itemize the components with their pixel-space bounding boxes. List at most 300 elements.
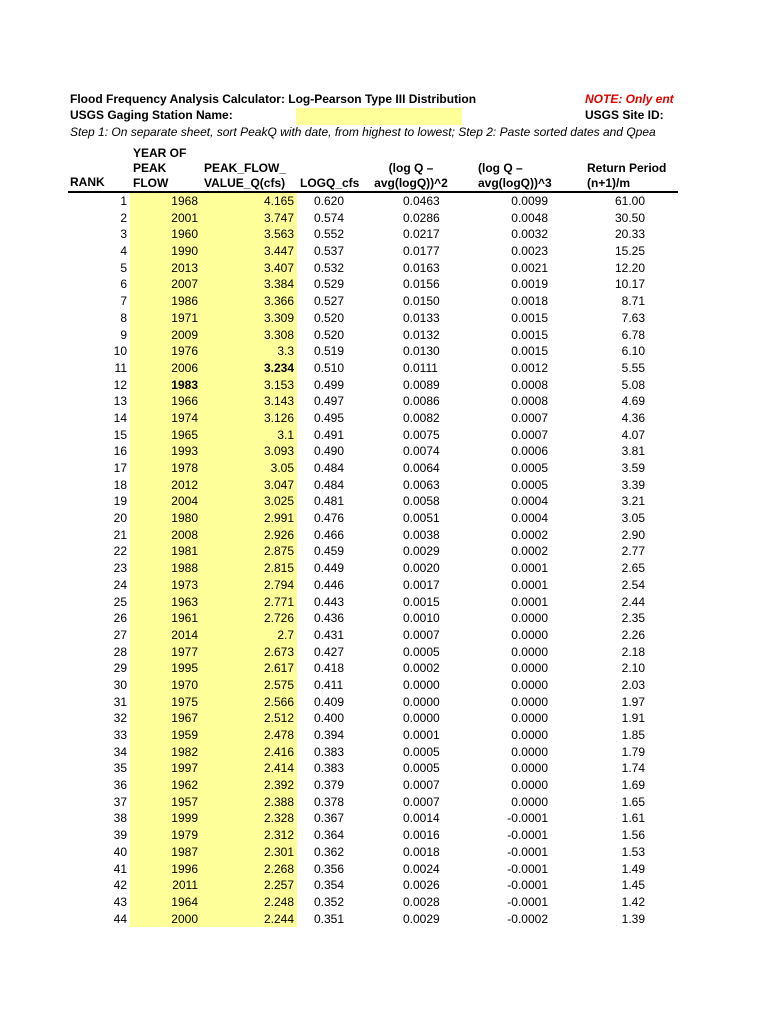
squared-dev-cell: 0.0177 xyxy=(403,244,440,259)
return-period-cell: 1.56 xyxy=(621,828,645,843)
return-period-cell: 2.18 xyxy=(621,644,645,659)
year-cell[interactable]: 1979 xyxy=(171,828,198,843)
page-title: Flood Frequency Analysis Calculator: Log-Pearson Type III Distribution xyxy=(70,92,477,106)
logq-cell: 0.481 xyxy=(314,494,345,509)
rank-cell: 44 xyxy=(113,911,127,926)
peak-flow-cell[interactable]: 2.617 xyxy=(263,661,294,676)
rank-cell: 23 xyxy=(113,561,127,576)
logq-cell: 0.354 xyxy=(314,878,345,893)
year-cell[interactable]: 1988 xyxy=(171,561,198,576)
logq-cell: 0.495 xyxy=(314,410,345,425)
logq-cell: 0.351 xyxy=(314,911,345,926)
rank-cell: 19 xyxy=(113,494,127,509)
peak-flow-cell[interactable]: 3.153 xyxy=(263,377,294,392)
station-name-label: USGS Gaging Station Name: xyxy=(70,108,233,122)
peak-flow-cell[interactable]: 4.165 xyxy=(263,194,294,208)
cubed-dev-cell: 0.0032 xyxy=(511,227,548,242)
logq-cell: 0.532 xyxy=(314,260,345,275)
return-period-cell: 1.61 xyxy=(621,811,645,826)
rank-cell: 26 xyxy=(113,611,127,626)
rank-cell: 18 xyxy=(113,477,127,492)
year-cell[interactable]: 1961 xyxy=(171,611,198,626)
data-table xyxy=(0,193,768,927)
col-header-logq-text: LOGQ_cfs xyxy=(300,176,360,190)
return-period-cell: 4.36 xyxy=(621,410,645,425)
rank-cell: 16 xyxy=(113,444,127,459)
cubed-dev-cell: 0.0001 xyxy=(511,561,548,576)
logq-cell: 0.552 xyxy=(314,227,345,242)
squared-dev-cell: 0.0029 xyxy=(403,911,440,926)
peak-flow-cell[interactable]: 2.575 xyxy=(263,677,294,692)
table-row xyxy=(0,210,768,227)
table-row xyxy=(0,276,768,293)
squared-dev-cell: 0.0017 xyxy=(403,577,440,592)
rank-cell: 13 xyxy=(113,394,127,409)
year-cell[interactable]: 1968 xyxy=(171,194,198,208)
cubed-dev-cell: 0.0007 xyxy=(511,427,548,442)
return-period-cell: 12.20 xyxy=(614,260,645,275)
logq-cell: 0.497 xyxy=(314,394,345,409)
table-row xyxy=(0,460,768,477)
cubed-dev-cell: 0.0000 xyxy=(511,677,548,692)
table-row xyxy=(0,894,768,911)
rank-cell: 22 xyxy=(113,544,127,559)
station-name-input-cell[interactable] xyxy=(296,108,462,125)
year-cell[interactable]: 1981 xyxy=(171,544,198,559)
peak-flow-cell[interactable]: 3.234 xyxy=(263,360,294,375)
cubed-dev-cell: 0.0001 xyxy=(511,577,548,592)
squared-dev-cell: 0.0029 xyxy=(403,544,440,559)
cubed-dev-cell: 0.0006 xyxy=(511,444,548,459)
logq-cell: 0.352 xyxy=(314,894,345,909)
peak-flow-cell[interactable]: 3.447 xyxy=(263,244,294,259)
year-cell[interactable]: 1982 xyxy=(171,744,198,759)
peak-flow-cell[interactable]: 3.308 xyxy=(263,327,294,342)
cubed-dev-cell: 0.0008 xyxy=(511,394,548,409)
cubed-dev-cell: -0.0001 xyxy=(507,811,548,826)
squared-dev-cell: 0.0000 xyxy=(403,677,440,692)
peak-flow-cell[interactable]: 2.875 xyxy=(263,544,294,559)
year-cell[interactable]: 2014 xyxy=(171,627,198,642)
peak-flow-cell[interactable]: 3.025 xyxy=(263,494,294,509)
table-row xyxy=(0,861,768,878)
col-header-sq-line1: (log Q – xyxy=(388,161,434,175)
col-header-rp-line2: (n+1)/m xyxy=(587,176,631,190)
cubed-dev-cell: 0.0000 xyxy=(511,611,548,626)
squared-dev-cell: 0.0064 xyxy=(403,461,440,475)
col-header-peak-flow xyxy=(204,161,286,191)
peak-flow-cell[interactable]: 2.244 xyxy=(263,911,294,926)
year-cell[interactable]: 1967 xyxy=(171,711,198,726)
col-header-year xyxy=(133,146,186,191)
squared-dev-cell: 0.0051 xyxy=(403,511,440,526)
return-period-cell: 1.74 xyxy=(621,761,645,776)
rank-cell: 40 xyxy=(113,844,127,859)
table-row xyxy=(0,710,768,727)
peak-flow-cell[interactable]: 2.7 xyxy=(277,627,294,642)
cubed-dev-cell: 0.0021 xyxy=(511,260,548,275)
year-cell[interactable]: 1983 xyxy=(171,377,198,392)
squared-dev-cell: 0.0156 xyxy=(403,277,440,292)
return-period-cell: 3.39 xyxy=(621,477,645,492)
table-row xyxy=(0,810,768,827)
peak-flow-cell[interactable]: 2.392 xyxy=(263,778,294,793)
cubed-dev-cell: -0.0001 xyxy=(507,828,548,843)
squared-dev-cell: 0.0007 xyxy=(403,778,440,793)
year-cell[interactable]: 1973 xyxy=(171,577,198,592)
peak-flow-cell[interactable]: 2.991 xyxy=(263,511,294,526)
year-cell[interactable]: 1957 xyxy=(171,794,198,809)
year-cell[interactable]: 1970 xyxy=(171,677,198,692)
table-row xyxy=(0,610,768,627)
peak-flow-cell[interactable]: 2.512 xyxy=(263,711,294,726)
peak-flow-cell[interactable]: 2.328 xyxy=(263,811,294,826)
cubed-dev-cell: -0.0001 xyxy=(507,861,548,876)
squared-dev-cell: 0.0020 xyxy=(403,561,440,576)
year-cell[interactable]: 1975 xyxy=(171,694,198,709)
peak-flow-cell[interactable]: 2.248 xyxy=(263,894,294,909)
table-row xyxy=(0,594,768,611)
cubed-dev-cell: 0.0000 xyxy=(511,644,548,659)
rank-cell: 9 xyxy=(120,327,127,342)
logq-cell: 0.378 xyxy=(314,794,345,809)
year-cell[interactable]: 1980 xyxy=(171,511,198,526)
peak-flow-cell[interactable]: 2.388 xyxy=(263,794,294,809)
year-cell[interactable]: 2008 xyxy=(171,527,198,542)
year-cell[interactable]: 1987 xyxy=(171,844,198,859)
table-row xyxy=(0,644,768,661)
logq-cell: 0.484 xyxy=(314,477,345,492)
peak-flow-cell[interactable]: 3.384 xyxy=(263,277,294,292)
table-row xyxy=(0,911,768,928)
year-cell[interactable]: 1986 xyxy=(171,294,198,309)
year-cell[interactable]: 1976 xyxy=(171,344,198,359)
year-cell[interactable]: 1999 xyxy=(171,811,198,826)
return-period-cell: 1.69 xyxy=(621,778,645,793)
year-cell[interactable]: 1964 xyxy=(171,894,198,909)
table-row xyxy=(0,827,768,844)
logq-cell: 0.418 xyxy=(314,661,345,676)
rank-cell: 25 xyxy=(113,594,127,609)
return-period-cell: 6.78 xyxy=(621,327,645,342)
cubed-dev-cell: 0.0008 xyxy=(511,377,548,392)
return-period-cell: 1.42 xyxy=(621,894,645,909)
return-period-cell: 5.08 xyxy=(621,377,645,392)
table-row xyxy=(0,343,768,360)
logq-cell: 0.574 xyxy=(314,210,345,225)
return-period-cell: 1.39 xyxy=(621,911,645,926)
rank-cell: 12 xyxy=(113,377,127,392)
site-id-label: USGS Site ID: xyxy=(585,108,664,122)
return-period-cell: 1.97 xyxy=(621,694,645,709)
year-cell[interactable]: 2013 xyxy=(171,260,198,275)
rank-cell: 8 xyxy=(120,310,127,325)
table-row xyxy=(0,226,768,243)
rank-cell: 1 xyxy=(120,194,127,208)
rank-cell: 43 xyxy=(113,894,127,909)
squared-dev-cell: 0.0130 xyxy=(403,344,440,359)
cubed-dev-cell: -0.0001 xyxy=(507,878,548,893)
table-row xyxy=(0,794,768,811)
col-header-cubed-dev xyxy=(478,161,552,191)
squared-dev-cell: 0.0000 xyxy=(403,711,440,726)
squared-dev-cell: 0.0058 xyxy=(403,494,440,509)
rank-cell: 39 xyxy=(113,828,127,843)
rank-cell: 38 xyxy=(113,811,127,826)
return-period-cell: 61.00 xyxy=(614,194,645,208)
rank-cell: 41 xyxy=(113,861,127,876)
return-period-cell: 20.33 xyxy=(614,227,645,242)
rank-cell: 32 xyxy=(113,711,127,726)
cubed-dev-cell: 0.0000 xyxy=(511,694,548,709)
col-header-cu-line1: (log Q – xyxy=(478,161,523,175)
squared-dev-cell: 0.0015 xyxy=(403,594,440,609)
logq-cell: 0.367 xyxy=(314,811,345,826)
logq-cell: 0.491 xyxy=(314,427,345,442)
year-cell[interactable]: 2004 xyxy=(171,494,198,509)
year-cell[interactable]: 1959 xyxy=(171,728,198,742)
peak-flow-cell[interactable]: 2.794 xyxy=(263,577,294,592)
return-period-cell: 10.17 xyxy=(614,277,645,292)
instructions-text: Step 1: On separate sheet, sort PeakQ with date, from highest to lowest; Step 2: Paste sorted dates and Qpea xyxy=(70,125,656,139)
year-cell[interactable]: 1974 xyxy=(171,410,198,425)
year-cell[interactable]: 1996 xyxy=(171,861,198,876)
cubed-dev-cell: 0.0004 xyxy=(511,511,548,526)
peak-flow-cell[interactable]: 2.673 xyxy=(263,644,294,659)
logq-cell: 0.499 xyxy=(314,377,345,392)
peak-flow-cell[interactable]: 2.414 xyxy=(263,761,294,776)
return-period-cell: 3.59 xyxy=(621,461,645,475)
cubed-dev-cell: 0.0002 xyxy=(511,527,548,542)
squared-dev-cell: 0.0028 xyxy=(403,894,440,909)
cubed-dev-cell: 0.0001 xyxy=(511,594,548,609)
table-row xyxy=(0,360,768,377)
cubed-dev-cell: 0.0000 xyxy=(511,627,548,642)
table-row xyxy=(0,193,768,210)
year-cell[interactable]: 2011 xyxy=(172,878,198,893)
peak-flow-cell[interactable]: 3.3 xyxy=(277,344,294,359)
logq-cell: 0.527 xyxy=(314,294,345,309)
year-cell[interactable]: 1978 xyxy=(171,461,198,475)
squared-dev-cell: 0.0086 xyxy=(403,394,440,409)
rank-cell: 14 xyxy=(113,410,127,425)
squared-dev-cell: 0.0463 xyxy=(403,194,440,208)
peak-flow-cell[interactable]: 2.771 xyxy=(263,594,294,609)
peak-flow-cell[interactable]: 2.257 xyxy=(263,878,294,893)
logq-cell: 0.383 xyxy=(314,744,345,759)
rank-cell: 3 xyxy=(120,227,127,242)
cubed-dev-cell: 0.0000 xyxy=(511,761,548,776)
table-row xyxy=(0,543,768,560)
table-row xyxy=(0,694,768,711)
squared-dev-cell: 0.0024 xyxy=(403,861,440,876)
logq-cell: 0.409 xyxy=(314,694,345,709)
cubed-dev-cell: 0.0005 xyxy=(511,461,548,475)
peak-flow-cell[interactable]: 2.416 xyxy=(263,744,294,759)
peak-flow-cell[interactable]: 3.1 xyxy=(277,427,294,442)
cubed-dev-cell: 0.0000 xyxy=(511,778,548,793)
squared-dev-cell: 0.0026 xyxy=(403,878,440,893)
return-period-cell: 1.79 xyxy=(621,744,645,759)
peak-flow-cell[interactable]: 2.312 xyxy=(263,828,294,843)
year-cell[interactable]: 1993 xyxy=(171,444,198,459)
col-header-sq-line2: avg(logQ))^2 xyxy=(374,176,448,190)
year-cell[interactable]: 2009 xyxy=(171,327,198,342)
logq-cell: 0.620 xyxy=(314,194,345,208)
rank-cell: 35 xyxy=(113,761,127,776)
rank-cell: 5 xyxy=(120,260,127,275)
squared-dev-cell: 0.0286 xyxy=(403,210,440,225)
peak-flow-cell[interactable]: 3.126 xyxy=(263,410,294,425)
year-cell[interactable]: 1997 xyxy=(171,761,198,776)
logq-cell: 0.484 xyxy=(314,461,345,475)
rank-cell: 11 xyxy=(114,360,127,375)
cubed-dev-cell: 0.0004 xyxy=(511,494,548,509)
peak-flow-cell[interactable]: 3.747 xyxy=(263,210,294,225)
peak-flow-cell[interactable]: 3.407 xyxy=(263,260,294,275)
col-header-logq xyxy=(300,176,359,191)
cubed-dev-cell: 0.0000 xyxy=(511,728,548,742)
logq-cell: 0.443 xyxy=(314,594,345,609)
year-cell[interactable]: 2001 xyxy=(171,210,198,225)
rank-cell: 10 xyxy=(113,344,127,359)
table-row xyxy=(0,293,768,310)
year-cell[interactable]: 1995 xyxy=(171,661,198,676)
table-row xyxy=(0,260,768,277)
table-row xyxy=(0,243,768,260)
year-cell[interactable]: 1971 xyxy=(171,310,198,325)
peak-flow-cell[interactable]: 2.815 xyxy=(263,561,294,576)
return-period-cell: 1.85 xyxy=(621,728,645,742)
year-cell[interactable]: 2007 xyxy=(171,277,198,292)
cubed-dev-cell: 0.0023 xyxy=(511,244,548,259)
cubed-dev-cell: -0.0001 xyxy=(507,844,548,859)
cubed-dev-cell: 0.0019 xyxy=(511,277,548,292)
table-row xyxy=(0,727,768,744)
return-period-cell: 2.77 xyxy=(621,544,645,559)
table-row xyxy=(0,427,768,444)
return-period-cell: 15.25 xyxy=(614,244,645,259)
cubed-dev-cell: -0.0001 xyxy=(507,894,548,909)
table-row xyxy=(0,744,768,761)
logq-cell: 0.459 xyxy=(314,544,345,559)
year-cell[interactable]: 1965 xyxy=(171,427,198,442)
logq-cell: 0.427 xyxy=(314,644,345,659)
return-period-cell: 3.81 xyxy=(621,444,645,459)
logq-cell: 0.449 xyxy=(314,561,345,576)
logq-cell: 0.383 xyxy=(314,761,345,776)
logq-cell: 0.362 xyxy=(314,844,345,859)
peak-flow-cell[interactable]: 3.05 xyxy=(270,461,294,475)
cubed-dev-cell: 0.0015 xyxy=(511,327,548,342)
return-period-cell: 4.69 xyxy=(621,394,645,409)
rank-cell: 33 xyxy=(113,728,127,742)
table-row xyxy=(0,510,768,527)
year-cell[interactable]: 1960 xyxy=(171,227,198,242)
table-row xyxy=(0,410,768,427)
peak-flow-cell[interactable]: 2.926 xyxy=(263,527,294,542)
table-row xyxy=(0,527,768,544)
table-row xyxy=(0,677,768,694)
rank-cell: 17 xyxy=(113,461,127,475)
col-header-peak-line2: VALUE_Q(cfs) xyxy=(204,176,286,190)
logq-cell: 0.519 xyxy=(314,344,345,359)
return-period-cell: 30.50 xyxy=(614,210,645,225)
peak-flow-cell[interactable]: 3.143 xyxy=(263,394,294,409)
return-period-cell: 2.03 xyxy=(621,677,645,692)
rank-cell: 24 xyxy=(113,577,127,592)
year-cell[interactable]: 1990 xyxy=(171,244,198,259)
peak-flow-cell[interactable]: 3.309 xyxy=(263,310,294,325)
squared-dev-cell: 0.0007 xyxy=(403,627,440,642)
logq-cell: 0.446 xyxy=(314,577,345,592)
col-header-year-line2: PEAK xyxy=(133,161,167,175)
year-cell[interactable]: 1962 xyxy=(171,778,198,793)
peak-flow-cell[interactable]: 2.478 xyxy=(263,728,294,742)
peak-flow-cell[interactable]: 2.566 xyxy=(263,694,294,709)
squared-dev-cell: 0.0005 xyxy=(403,644,440,659)
peak-flow-cell[interactable]: 2.301 xyxy=(263,844,294,859)
col-header-year-line3: FLOW xyxy=(133,176,169,190)
return-period-cell: 1.91 xyxy=(621,711,645,726)
peak-flow-cell[interactable]: 3.093 xyxy=(263,444,294,459)
year-cell[interactable]: 1963 xyxy=(171,594,198,609)
squared-dev-cell: 0.0010 xyxy=(403,611,440,626)
squared-dev-cell: 0.0000 xyxy=(403,694,440,709)
year-cell[interactable]: 1966 xyxy=(171,394,198,409)
peak-flow-cell[interactable]: 2.726 xyxy=(263,611,294,626)
year-cell[interactable]: 1977 xyxy=(171,644,198,659)
squared-dev-cell: 0.0163 xyxy=(403,260,440,275)
return-period-cell: 2.26 xyxy=(621,627,645,642)
note-text: NOTE: Only ent xyxy=(585,92,674,106)
logq-cell: 0.356 xyxy=(314,861,345,876)
return-period-cell: 6.10 xyxy=(621,344,645,359)
return-period-cell: 1.65 xyxy=(621,794,645,809)
rank-cell: 42 xyxy=(113,878,127,893)
peak-flow-cell[interactable]: 3.047 xyxy=(263,477,294,492)
squared-dev-cell: 0.0007 xyxy=(403,794,440,809)
table-row xyxy=(0,777,768,794)
peak-flow-cell[interactable]: 2.268 xyxy=(263,861,294,876)
year-cell[interactable]: 2012 xyxy=(171,477,198,492)
table-row xyxy=(0,443,768,460)
cubed-dev-cell: 0.0002 xyxy=(511,544,548,559)
squared-dev-cell: 0.0016 xyxy=(403,828,440,843)
logq-cell: 0.436 xyxy=(314,611,345,626)
cubed-dev-cell: 0.0015 xyxy=(511,310,548,325)
cubed-dev-cell: 0.0000 xyxy=(511,711,548,726)
col-header-squared-dev xyxy=(368,161,454,191)
cubed-dev-cell: 0.0000 xyxy=(511,794,548,809)
rank-cell: 2 xyxy=(120,210,127,225)
peak-flow-cell[interactable]: 3.366 xyxy=(263,294,294,309)
table-row xyxy=(0,760,768,777)
squared-dev-cell: 0.0018 xyxy=(403,844,440,859)
cubed-dev-cell: 0.0015 xyxy=(511,344,548,359)
year-cell[interactable]: 2000 xyxy=(171,911,198,926)
year-cell[interactable]: 2006 xyxy=(171,360,198,375)
squared-dev-cell: 0.0111 xyxy=(403,360,438,375)
logq-cell: 0.529 xyxy=(314,277,345,292)
cubed-dev-cell: 0.0018 xyxy=(511,294,548,309)
col-header-rank xyxy=(70,175,105,190)
peak-flow-cell[interactable]: 3.563 xyxy=(263,227,294,242)
return-period-cell: 2.10 xyxy=(621,661,645,676)
squared-dev-cell: 0.0075 xyxy=(403,427,440,442)
rank-cell: 21 xyxy=(113,527,127,542)
squared-dev-cell: 0.0089 xyxy=(403,377,440,392)
